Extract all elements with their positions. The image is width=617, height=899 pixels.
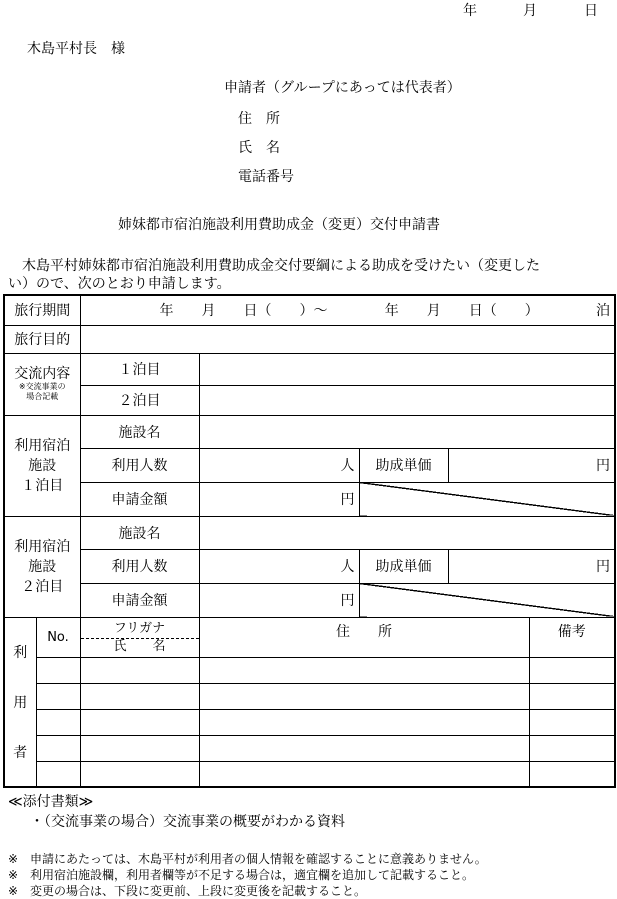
exchange-night-1-label: １泊目 <box>80 353 199 385</box>
row-facility2-name <box>4 516 615 549</box>
facility2-amount-field[interactable] <box>199 583 359 617</box>
date-year-label: 年 <box>463 3 477 19</box>
intro-line-2: い）ので、次のとおり申請します。 <box>8 276 231 292</box>
exchange-note-1: ※交流事業の <box>18 382 66 391</box>
user-no-cell[interactable] <box>36 657 80 683</box>
period-nights-unit: 泊 <box>596 303 611 320</box>
row-facility2-users <box>4 549 615 583</box>
intro-line-1: 木島平村姉妹都市宿泊施設利用費助成金交付要綱による助成を受けたい（変更した <box>8 258 540 274</box>
document-title: 姉妹都市宿泊施設利用費助成金（変更）交付申請書 <box>118 217 440 233</box>
facility1-amount-yen: 円 <box>340 492 355 508</box>
users-label-char-1: 利 <box>13 644 28 661</box>
user-address-cell[interactable] <box>199 735 529 761</box>
row-facility1-name <box>4 415 615 448</box>
users-remarks-header: 備考 <box>529 617 615 657</box>
user-remarks-cell[interactable] <box>529 683 615 709</box>
exchange-night-2-field[interactable] <box>199 385 615 415</box>
note-2: ※ 利用宿泊施設欄，利用者欄等が不足する場合は，適宜欄を追加して記載すること。 <box>8 868 475 882</box>
user-address-cell[interactable] <box>199 657 529 683</box>
table-row <box>4 761 615 787</box>
row-users-header <box>4 617 615 657</box>
users-address-header: 住 所 <box>199 617 529 657</box>
facility1-label-cell <box>4 415 80 516</box>
facility2-label-line3: ２泊目 <box>21 578 64 595</box>
facility2-label-line2: 施設 <box>28 558 57 575</box>
user-name-cell[interactable] <box>80 683 199 709</box>
user-address-cell[interactable] <box>199 709 529 735</box>
users-label-cell <box>4 617 36 787</box>
users-no-header: No. <box>36 617 80 657</box>
table-row <box>4 683 615 709</box>
exchange-note-2: 場合記載 <box>26 392 59 401</box>
facility1-label-line3: １泊目 <box>21 477 64 494</box>
user-name-cell[interactable] <box>80 709 199 735</box>
users-name-header-cell <box>80 617 199 657</box>
facility1-rate-yen: 円 <box>596 458 611 474</box>
facility2-rate-field[interactable] <box>448 549 615 583</box>
travel-purpose-field[interactable] <box>80 325 615 353</box>
table-row <box>4 709 615 735</box>
exchange-night-2-label: ２泊目 <box>80 385 199 415</box>
user-no-cell[interactable] <box>36 683 80 709</box>
travel-period-label: 旅行期間 <box>4 295 80 325</box>
facility1-diagonal-cell <box>359 482 615 516</box>
facility2-amount-label: 申請金額 <box>80 583 199 617</box>
facility2-person-unit: 人 <box>340 559 355 575</box>
row-facility1-amount <box>4 482 615 516</box>
attachments-item: ・（交流事業の場合）交流事業の概要がわかる資料 <box>30 814 345 830</box>
facility1-name-field[interactable] <box>199 415 615 448</box>
user-name-cell[interactable] <box>80 735 199 761</box>
exchange-content-label-cell <box>4 353 80 415</box>
exchange-night-1-field[interactable] <box>199 353 615 385</box>
user-address-cell[interactable] <box>199 683 529 709</box>
row-facility2-amount <box>4 583 615 617</box>
facility2-label-cell <box>4 516 80 617</box>
facility1-rate-label: 助成単価 <box>359 448 448 482</box>
facility1-amount-label: 申請金額 <box>80 482 199 516</box>
user-name-cell[interactable] <box>80 761 199 787</box>
attachments-heading: ≪添付書類≫ <box>8 794 94 810</box>
facility2-rate-yen: 円 <box>596 559 611 575</box>
date-month-label: 月 <box>523 3 537 19</box>
facility2-diagonal-cell <box>359 583 615 617</box>
facility1-users-field[interactable] <box>199 448 359 482</box>
user-remarks-cell[interactable] <box>529 657 615 683</box>
addressee: 木島平村長 様 <box>27 41 125 57</box>
exchange-content-label: 交流内容 <box>14 366 71 382</box>
note-3: ※ 変更の場合は、下段に変更前、上段に変更後を記載すること。 <box>8 884 367 898</box>
facility2-users-field[interactable] <box>199 549 359 583</box>
applicant-name-label: 氏 名 <box>238 140 280 156</box>
date-day-label: 日 <box>584 3 598 19</box>
facility2-name-field[interactable] <box>199 516 615 549</box>
user-remarks-cell[interactable] <box>529 735 615 761</box>
facility2-rate-label: 助成単価 <box>359 549 448 583</box>
user-address-cell[interactable] <box>199 761 529 787</box>
facility2-name-label: 施設名 <box>80 516 199 549</box>
note-1: ※ 申請にあたっては、木島平村が利用者の個人情報を確認することに意義ありません。 <box>8 852 487 866</box>
name-header: 氏 名 <box>113 638 166 654</box>
users-label-char-2: 用 <box>13 694 28 711</box>
applicant-address-label: 住 所 <box>238 111 280 127</box>
period-from-text: 年 月 日（ ）～ <box>159 303 328 320</box>
row-travel-purpose <box>4 325 615 353</box>
travel-period-field[interactable] <box>80 295 615 325</box>
table-row <box>4 735 615 761</box>
user-name-cell[interactable] <box>80 657 199 683</box>
user-remarks-cell[interactable] <box>529 761 615 787</box>
table-row <box>4 657 615 683</box>
row-facility1-users <box>4 448 615 482</box>
facility2-label-line1: 利用宿泊 <box>14 538 71 555</box>
application-form-table <box>3 294 616 788</box>
row-exchange-2 <box>4 385 615 415</box>
user-no-cell[interactable] <box>36 761 80 787</box>
users-label-char-3: 者 <box>13 744 28 761</box>
user-remarks-cell[interactable] <box>529 709 615 735</box>
row-travel-period <box>4 295 615 325</box>
facility2-amount-yen: 円 <box>340 593 355 609</box>
applicant-heading: 申請者（グループにあっては代表者） <box>224 80 461 96</box>
period-to-text: 年 月 日（ ） <box>384 303 539 320</box>
facility1-label-line2: 施設 <box>28 457 57 474</box>
travel-purpose-label: 旅行目的 <box>4 325 80 353</box>
facility1-label-line1: 利用宿泊 <box>14 437 71 454</box>
facility2-users-label: 利用人数 <box>80 549 199 583</box>
applicant-phone-label: 電話番号 <box>238 169 294 185</box>
user-no-cell[interactable] <box>36 709 80 735</box>
facility1-rate-field[interactable] <box>448 448 615 482</box>
facility1-person-unit: 人 <box>340 458 355 474</box>
facility1-name-label: 施設名 <box>80 415 199 448</box>
facility1-amount-field[interactable] <box>199 482 359 516</box>
user-no-cell[interactable] <box>36 735 80 761</box>
facility1-users-label: 利用人数 <box>80 448 199 482</box>
row-exchange-1 <box>4 353 615 385</box>
furigana-header: フリガナ <box>113 620 166 636</box>
